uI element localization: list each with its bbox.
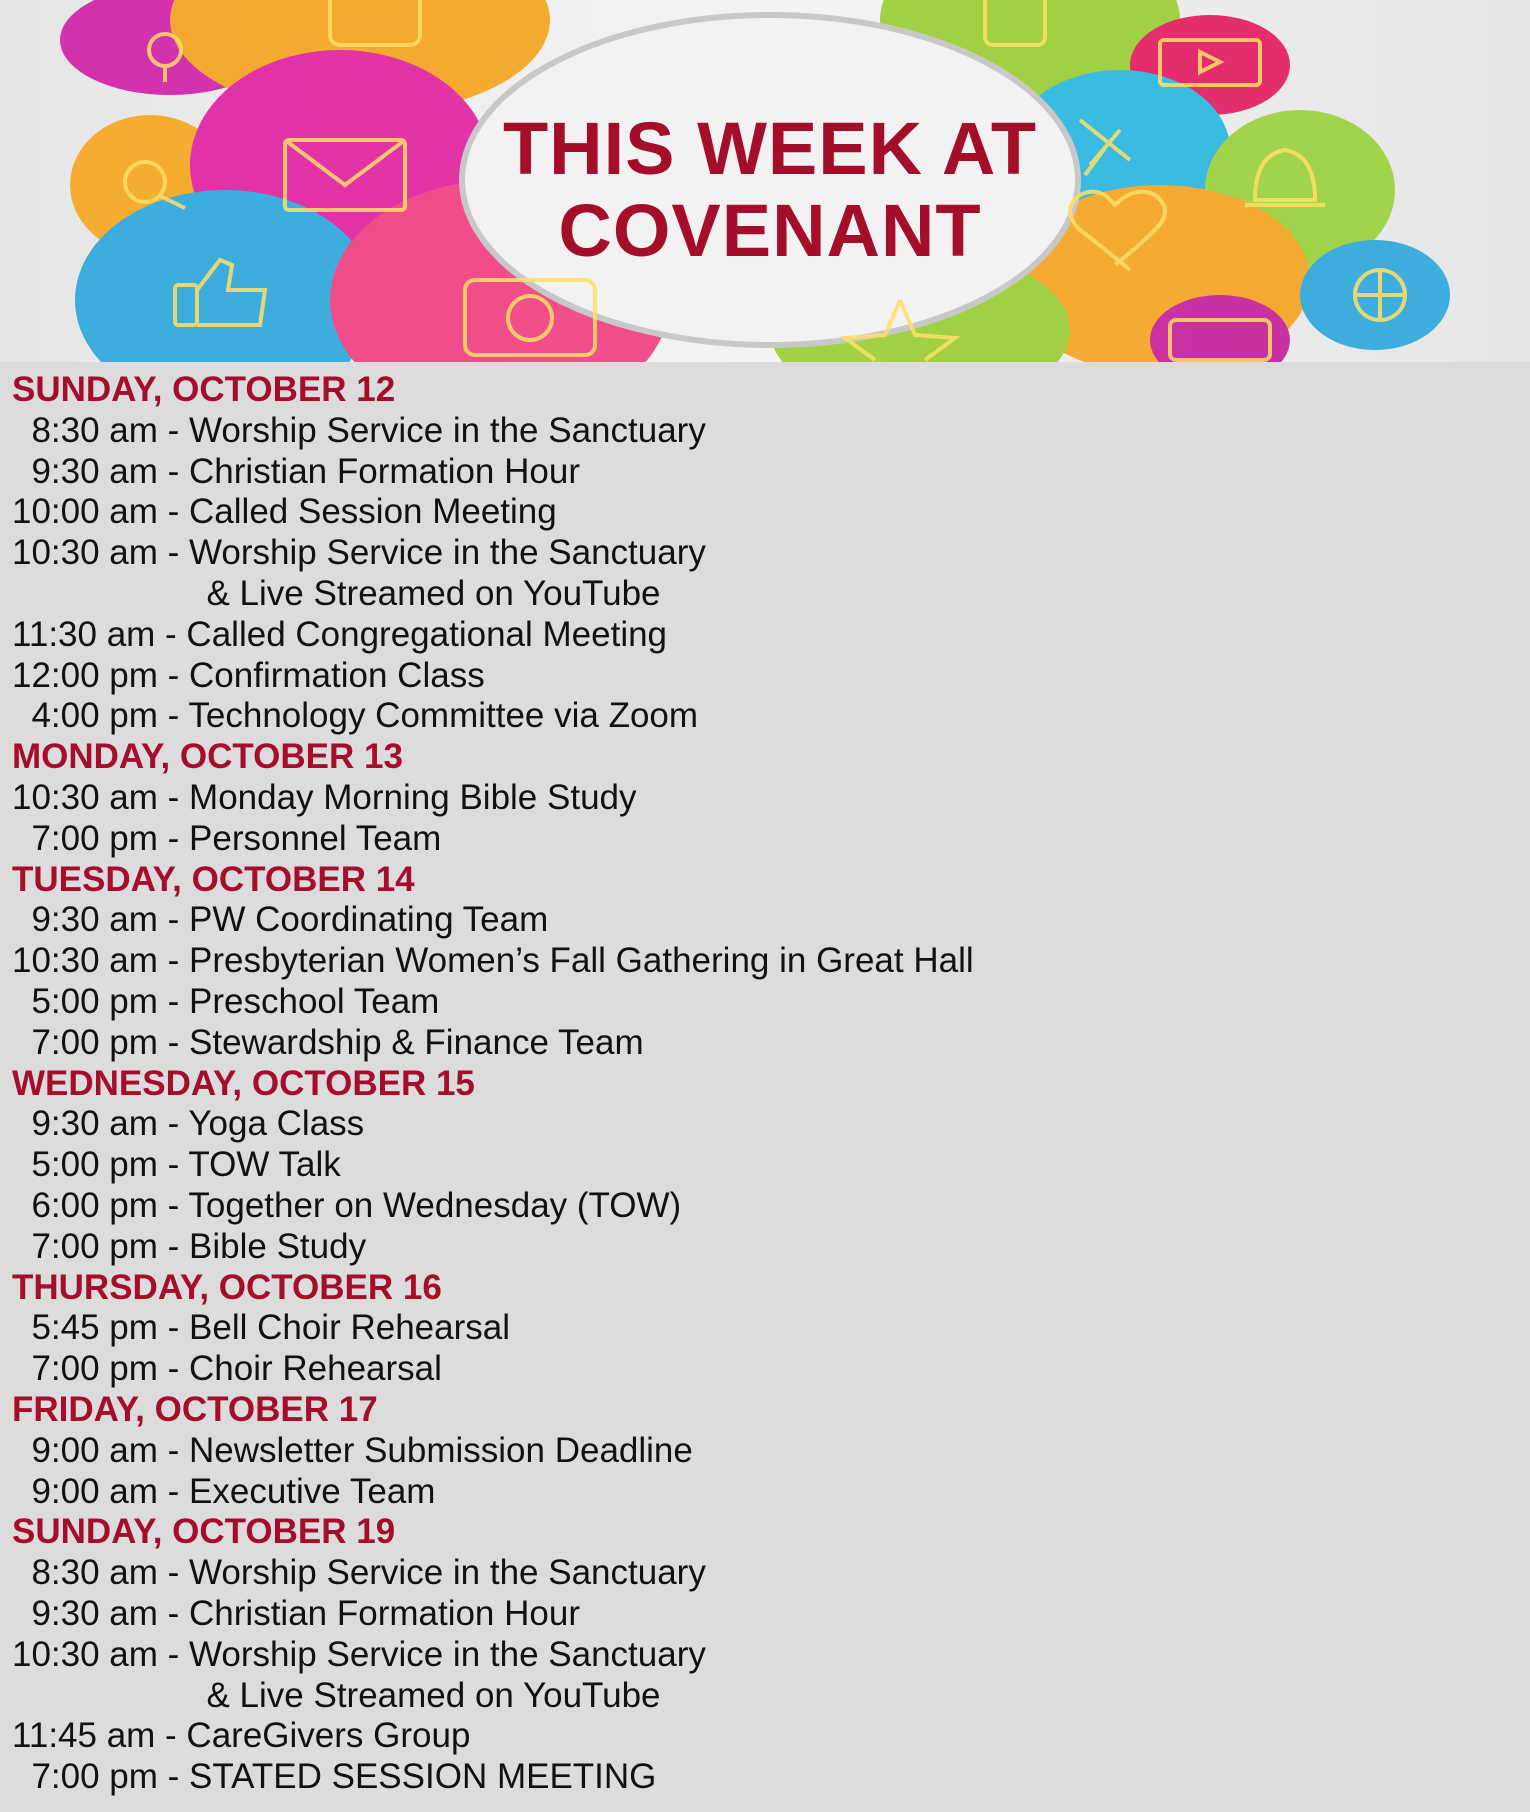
event-line: 11:45 am - CareGivers Group (12, 1716, 471, 1756)
event-line: 9:00 am - Newsletter Submission Deadline (12, 1430, 693, 1470)
event-line: 4:00 pm - Technology Committee via Zoom (12, 696, 699, 736)
event-line: 5:00 pm - Preschool Team (12, 981, 440, 1021)
event-line: 9:30 am - Christian Formation Hour (12, 1593, 580, 1633)
weekly-schedule (0, 362, 1530, 1798)
event-line: 7:00 pm - Personnel Team (12, 818, 442, 858)
event-line: 10:30 am - Monday Morning Bible Study (12, 777, 637, 817)
day-heading: THURSDAY, OCTOBER 16 (12, 1267, 442, 1307)
day-heading: MONDAY, OCTOBER 13 (12, 737, 403, 777)
event-line: 8:30 am - Worship Service in the Sanctuary (12, 1553, 706, 1593)
event-line: & Live Streamed on YouTube (12, 573, 661, 613)
event-line: & Live Streamed on YouTube (12, 1675, 661, 1715)
day-heading: TUESDAY, OCTOBER 14 (12, 859, 415, 899)
event-line: 12:00 pm - Confirmation Class (12, 655, 485, 695)
event-line: 9:30 am - Yoga Class (12, 1104, 365, 1144)
event-line: 10:30 am - Worship Service in the Sanctuary (12, 1634, 706, 1674)
event-line: 5:45 pm - Bell Choir Rehearsal (12, 1308, 510, 1348)
title-line-2: COVENANT (558, 189, 982, 272)
event-line: 9:30 am - PW Coordinating Team (12, 900, 549, 940)
title-line-1: THIS WEEK AT (502, 107, 1038, 190)
event-line: 7:00 pm - Stewardship & Finance Team (12, 1022, 644, 1062)
event-line: 7:00 pm - Choir Rehearsal (12, 1349, 442, 1389)
globe-icon (1355, 270, 1405, 320)
event-line: 10:00 am - Called Session Meeting (12, 492, 557, 532)
header-banner (0, 0, 1530, 362)
event-line: 9:00 am - Executive Team (12, 1471, 436, 1511)
event-line: 6:00 pm - Together on Wednesday (TOW) (12, 1185, 682, 1225)
event-line: 10:30 am - Presbyterian Women’s Fall Gathering in Great Hall (12, 941, 974, 981)
event-line: 9:30 am - Christian Formation Hour (12, 451, 580, 491)
day-heading: SUNDAY, OCTOBER 19 (12, 1512, 396, 1552)
day-heading: WEDNESDAY, OCTOBER 15 (12, 1063, 475, 1103)
event-line: 5:00 pm - TOW Talk (12, 1145, 341, 1185)
day-heading: SUNDAY, OCTOBER 12 (12, 370, 396, 409)
day-heading: FRIDAY, OCTOBER 17 (12, 1389, 378, 1429)
event-line: 11:30 am - Called Congregational Meeting (12, 614, 668, 654)
event-line: 8:30 am - Worship Service in the Sanctuary (12, 410, 706, 450)
event-line: 7:00 pm - STATED SESSION MEETING (12, 1757, 657, 1797)
page-title (460, 108, 1080, 272)
event-line: 7:00 pm - Bible Study (12, 1226, 367, 1266)
event-line: 10:30 am - Worship Service in the Sanctuary (12, 533, 706, 573)
